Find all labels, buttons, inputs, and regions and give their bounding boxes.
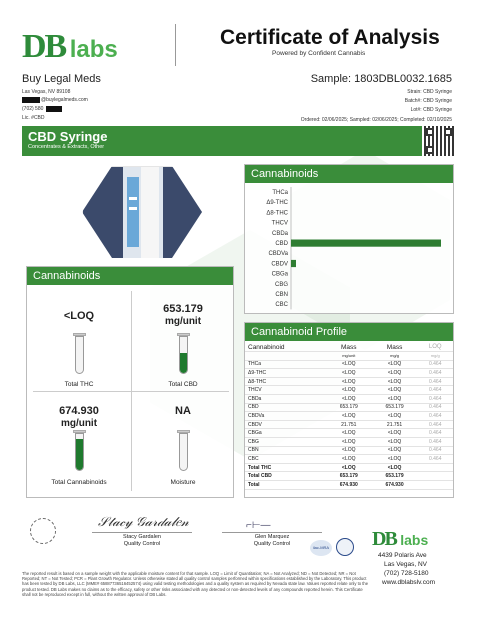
chart-tick-label: CBDa bbox=[271, 230, 288, 237]
table-cell: <LOQ bbox=[326, 429, 372, 438]
col-header: Cannabinoid bbox=[245, 343, 326, 352]
col-header: Mass bbox=[326, 343, 372, 352]
table-cell: Total THC bbox=[245, 463, 326, 472]
logo-db-text: DB bbox=[22, 28, 66, 65]
ilac-badge: ilac-MRA bbox=[310, 540, 332, 556]
profile-unit-row bbox=[245, 352, 453, 361]
table-row bbox=[245, 446, 453, 455]
table-cell: <LOQ bbox=[326, 377, 372, 386]
table-cell: <LOQ bbox=[372, 386, 418, 395]
table-cell: <LOQ bbox=[372, 446, 418, 455]
table-cell: <LOQ bbox=[326, 360, 372, 369]
chart-bar-cbdv bbox=[291, 260, 296, 267]
table-cell: 674.930 bbox=[372, 481, 418, 490]
table-cell: Total bbox=[245, 481, 326, 490]
client-email: @buylegalmeds.com bbox=[41, 97, 88, 103]
footer-logo bbox=[372, 528, 428, 551]
table-cell: <LOQ bbox=[326, 369, 372, 378]
chart-tick-label: CBDVa bbox=[268, 251, 288, 258]
col-header: LOQ bbox=[417, 343, 453, 352]
table-cell: CBN bbox=[245, 446, 326, 455]
accreditation-icon bbox=[336, 538, 354, 556]
chart-tick-label: THCV bbox=[271, 220, 288, 227]
chart-tick-label: CBG bbox=[274, 281, 288, 288]
product-photo bbox=[82, 166, 202, 258]
table-cell: <LOQ bbox=[372, 360, 418, 369]
footer-phone: (702) 728-5180 bbox=[384, 570, 429, 577]
dblabs-logo bbox=[22, 28, 118, 66]
total-cannabinoids-label: Total Cannabinoids bbox=[51, 479, 107, 486]
table-cell: THCa bbox=[245, 360, 326, 369]
signature-stacy: 𝒮𝓉𝒶𝒸𝓎 𝒢𝒶𝓇𝒹𝒶𝓁𝑒𝓃 bbox=[98, 514, 189, 529]
table-row bbox=[245, 438, 453, 447]
table-row bbox=[245, 360, 453, 369]
table-cell: <LOQ bbox=[326, 386, 372, 395]
qc2-name: Glen Marquez bbox=[254, 534, 290, 540]
table-row bbox=[245, 463, 453, 472]
table-cell: <LOQ bbox=[326, 463, 372, 472]
table-cell: 0.464 bbox=[417, 420, 453, 429]
table-cell: <LOQ bbox=[326, 438, 372, 447]
col-header: Mass bbox=[372, 343, 418, 352]
table-cell: <LOQ bbox=[372, 438, 418, 447]
moisture-tube bbox=[179, 433, 188, 471]
table-row bbox=[245, 386, 453, 395]
table-cell: 0.464 bbox=[417, 403, 453, 412]
table-cell: CBGa bbox=[245, 429, 326, 438]
table-row bbox=[245, 472, 453, 481]
cannabinoids-summary-panel bbox=[26, 266, 234, 498]
moisture-value: NA bbox=[175, 405, 191, 417]
table-row bbox=[245, 455, 453, 464]
total-cannabinoids-unit: mg/unit bbox=[60, 418, 98, 429]
unit-label: mg/unit bbox=[326, 352, 372, 361]
table-cell: 0.464 bbox=[417, 369, 453, 378]
table-cell: 674.930 bbox=[326, 481, 372, 490]
chart-tick-label: Δ8-THC bbox=[266, 210, 288, 217]
table-cell: 653.179 bbox=[372, 472, 418, 481]
table-row bbox=[245, 420, 453, 429]
unit-label: mg/g bbox=[372, 352, 418, 361]
table-cell: 653.179 bbox=[372, 403, 418, 412]
product-bar bbox=[22, 126, 422, 156]
summary-title: Cannabinoids bbox=[27, 267, 233, 285]
profile-table bbox=[245, 343, 453, 490]
table-cell bbox=[417, 472, 453, 481]
syringe-image bbox=[83, 167, 203, 259]
footer-address2: Las Vegas, NV bbox=[384, 561, 427, 568]
page-title: Certificate of Analysis bbox=[220, 26, 440, 49]
signature-glen: ⌐⊢— bbox=[246, 520, 271, 531]
chart-tick-label: THCa bbox=[272, 190, 288, 196]
table-row bbox=[245, 481, 453, 490]
table-row bbox=[245, 412, 453, 421]
table-cell: THCV bbox=[245, 386, 326, 395]
table-cell: 0.464 bbox=[417, 438, 453, 447]
sample-batch: Batch#: CBD Syringe bbox=[404, 98, 452, 104]
table-cell: CBDVa bbox=[245, 412, 326, 421]
total-thc-value: <LOQ bbox=[63, 310, 95, 322]
redacted-block bbox=[46, 106, 62, 112]
table-cell bbox=[417, 481, 453, 490]
table-row bbox=[245, 429, 453, 438]
cannabinoid-profile-panel bbox=[244, 322, 454, 498]
table-cell: 0.464 bbox=[417, 429, 453, 438]
client-license: Lic. #CBD bbox=[22, 115, 45, 121]
chart-tick-label: CBGa bbox=[271, 271, 288, 278]
table-cell bbox=[417, 463, 453, 472]
moisture-label: Moisture bbox=[170, 479, 196, 486]
cannabinoids-bar-chart bbox=[245, 185, 453, 313]
table-cell: CBDa bbox=[245, 395, 326, 404]
table-cell: 0.464 bbox=[417, 395, 453, 404]
qc1-name: Stacy Gardalen bbox=[123, 534, 161, 540]
table-cell: <LOQ bbox=[326, 455, 372, 464]
footer-website[interactable]: www.dblabslv.com bbox=[382, 579, 435, 586]
client-phone: (702) 580 bbox=[22, 106, 44, 112]
table-cell: Δ9-THC bbox=[245, 369, 326, 378]
total-cbd-value: 653.179 bbox=[163, 303, 203, 315]
table-cell: 0.464 bbox=[417, 446, 453, 455]
summary-divider-h bbox=[33, 391, 229, 392]
product-category: Concentrates & Extracts, Other bbox=[28, 144, 105, 150]
table-cell: <LOQ bbox=[372, 455, 418, 464]
chart-tick-label: CBD bbox=[275, 241, 288, 247]
footer-address1: 4439 Polaris Ave bbox=[378, 552, 427, 559]
table-cell: <LOQ bbox=[372, 369, 418, 378]
qc2-role: Quality Control bbox=[253, 541, 291, 547]
qc1-role: Quality Control bbox=[123, 541, 161, 547]
cannabinoids-chart-panel bbox=[244, 164, 454, 314]
table-row bbox=[245, 377, 453, 386]
total-cannabinoids-value: 674.930 bbox=[59, 405, 99, 417]
product-name: CBD Syringe bbox=[28, 129, 108, 144]
total-cbd-unit: mg/unit bbox=[164, 316, 202, 327]
header-divider bbox=[175, 24, 176, 66]
signature-line bbox=[92, 532, 192, 533]
disclaimer-text: The reported result is based on a sample weight with the applicable moisture content for that sample. LOQ = Limit of Quantitation; NA = Not Analyzed; ND = Not Detected; NR = Not Reported; NT = Not Tested; PCR = Plant Growth Regulator. Unless otherwise stated all quality control samples performed within specifications established by the Laboratory. This product has been tested by DB Labs, LLC (MME# 65887736516452574) using valid testing methodologies and a quality system as required by Nevada state law. Values reported relate only to the product tested. DB Labs makes no claims as to the efficacy, safety or other risks associated with any detected or non-detected levels of any compounds reported herein. This Certificate shall not be reproduced except in full, without the written approval of DB Labs. bbox=[22, 571, 369, 597]
chart-tick-label: CBDV bbox=[271, 261, 288, 268]
table-cell: <LOQ bbox=[372, 463, 418, 472]
table-cell: <LOQ bbox=[372, 429, 418, 438]
table-row bbox=[245, 395, 453, 404]
table-cell: <LOQ bbox=[326, 412, 372, 421]
redacted-block bbox=[22, 97, 40, 103]
chart-tick-label: Δ9-THC bbox=[266, 200, 288, 207]
table-row bbox=[245, 403, 453, 412]
table-cell: <LOQ bbox=[372, 377, 418, 386]
logo-db-text: DB bbox=[372, 528, 396, 550]
sample-strain: Strain: CBD Syringe bbox=[407, 89, 452, 95]
table-cell: <LOQ bbox=[372, 412, 418, 421]
unit-label: mg/g bbox=[417, 352, 453, 361]
table-cell: <LOQ bbox=[326, 395, 372, 404]
sample-id: Sample: 1803DBL0032.1685 bbox=[310, 73, 452, 85]
logo-labs-text: labs bbox=[400, 532, 429, 548]
table-cell: CBG bbox=[245, 438, 326, 447]
profile-header-row bbox=[245, 343, 453, 352]
chart-bar-cbd bbox=[291, 240, 441, 247]
signature-line bbox=[222, 532, 322, 533]
sample-lot: Lot#: CBD Syringe bbox=[410, 107, 452, 113]
table-cell: Δ8-THC bbox=[245, 377, 326, 386]
table-cell: 653.179 bbox=[326, 472, 372, 481]
table-cell: 0.464 bbox=[417, 377, 453, 386]
total-thc-tube bbox=[75, 336, 84, 374]
table-cell: 0.464 bbox=[417, 360, 453, 369]
table-cell: 0.464 bbox=[417, 455, 453, 464]
table-cell: CBC bbox=[245, 455, 326, 464]
table-cell: CBD bbox=[245, 403, 326, 412]
table-cell: 653.179 bbox=[326, 403, 372, 412]
logo-labs-text: labs bbox=[69, 36, 118, 63]
page-subtitle: Powered by Confident Cannabis bbox=[272, 50, 366, 57]
client-address: Las Vegas, NV 89108 bbox=[22, 89, 71, 95]
chart-tick-label: CBN bbox=[275, 292, 288, 298]
table-cell: <LOQ bbox=[326, 446, 372, 455]
table-cell: 21.751 bbox=[372, 420, 418, 429]
table-cell: <LOQ bbox=[372, 395, 418, 404]
total-cbd-label: Total CBD bbox=[168, 381, 198, 388]
total-cannabinoids-tube bbox=[75, 433, 84, 471]
profile-title: Cannabinoid Profile bbox=[245, 323, 453, 341]
table-cell: CBDV bbox=[245, 420, 326, 429]
chart-tick-label: CBC bbox=[275, 302, 288, 309]
table-cell: 0.464 bbox=[417, 412, 453, 421]
table-cell: 0.464 bbox=[417, 386, 453, 395]
client-name: Buy Legal Meds bbox=[22, 73, 101, 85]
table-cell: Total CBD bbox=[245, 472, 326, 481]
table-row bbox=[245, 369, 453, 378]
sample-dates: Ordered: 02/06/2025; Sampled: 02/06/2025; Completed: 02/10/2025 bbox=[300, 117, 452, 123]
cannabinoids-chart-title: Cannabinoids bbox=[245, 165, 453, 183]
total-cbd-tube bbox=[179, 336, 188, 374]
table-cell: 21.751 bbox=[326, 420, 372, 429]
total-thc-label: Total THC bbox=[64, 381, 94, 388]
qr-code bbox=[424, 126, 454, 156]
seal-stamp bbox=[30, 518, 56, 544]
